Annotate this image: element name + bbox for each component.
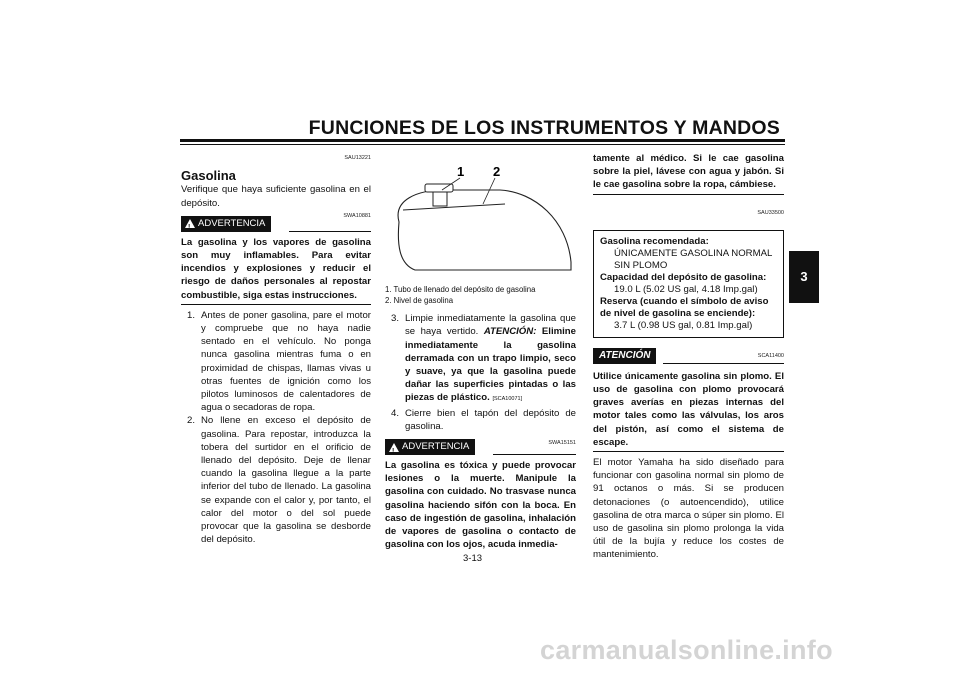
intro-text: Verifique que haya suficiente gasolina en el depósito. (181, 184, 371, 209)
section-code: SAU13221 (344, 155, 371, 161)
warning-badge-2 (385, 439, 475, 455)
warning-rule (289, 231, 371, 232)
list-item: 2. No llene en exceso el depósito de gasolina. Para repostar, introduzca la tobera del surtidor en el orificio de llenado del depósito. Deje de llenar cuando la gasolina llegue a la parte inferior del tubo de llenado. La gasolina se expande con el calor y, por tanto, el calor del motor o del sol puede provocar que la gasolina se desborde del depósito. (187, 415, 371, 546)
warning-end-rule-2 (593, 194, 784, 195)
atencion-text: Utilice únicamente gasolina sin plomo. El uso de gasolina con plomo provocará graves averías en piezas internas del motor tales como las válvulas, los aros del pistón, así como el sistema de escape. (593, 370, 784, 448)
steps-list (181, 309, 371, 547)
spec-code: SAU33500 (757, 209, 784, 216)
atencion-rule (663, 363, 784, 364)
list-item: 4. Cierre bien el tapón del depósito de gasolina. (391, 407, 576, 432)
spec-value: 3.7 L (0.98 US gal, 0.81 Imp.gal) (614, 319, 753, 331)
watermark: carmanualsonline.info (540, 635, 833, 665)
column-3 (593, 152, 784, 562)
fuel-tank-illustration (385, 152, 576, 280)
callout-1: 1 (457, 164, 465, 179)
warning-rule-2 (493, 454, 576, 455)
header-rule-thick (180, 139, 785, 142)
spec-value: ÚNICAMENTE GASOLINA NORMAL SIN PLOMO (614, 247, 772, 271)
atencion-header (593, 348, 784, 366)
warning-code-2: SWA15151 (548, 440, 576, 447)
atencion-end-rule (593, 451, 784, 452)
page-number: 3-13 (463, 553, 483, 564)
callout-2: 2 (493, 164, 501, 179)
warning-continued-text: tamente al médico. Si le cae gasolina sobre la piel, lávese con agua y jabón. Si le cae gasolina sobre la ropa, cámbiese. (593, 153, 784, 191)
warning-header-2 (385, 439, 576, 457)
spec-label: Reserva (cuando el símbolo de aviso de nivel de gasolina se enciende): (600, 295, 769, 319)
header-rule-thin (180, 144, 785, 145)
warning-header (181, 212, 371, 234)
body-text: El motor Yamaha ha sido diseñado para funcionar con gasolina normal sin plomo de 91 octanos o más. Si se producen detonaciones (o autoencendido), utilice gasolina de otra marca o súper sin plomo. El uso de gasolina sin plomo prolonga la vida útil de la bujía y reduce los costes de mantenimiento. (593, 457, 784, 561)
list-item: 1. Antes de poner gasolina, pare el motor y compruebe que no haya nadie sentado en el vehículo. No ponga nunca gasolina mientras fuma o en proximidad de chispas, llamas vivas u otras fuentes de ignición como los pilotos luminosos de calentadores de agua o secadoras de ropa. (187, 309, 371, 414)
spec-value: 19.0 L (5.02 US gal, 4.18 Imp.gal) (614, 283, 758, 295)
atencion-badge: ATENCIÓN (593, 348, 656, 364)
spec-label: Capacidad del depósito de gasolina: (600, 271, 767, 283)
figure-caption-1: 1. Tubo de llenado del depósito de gasolina (385, 285, 536, 295)
warning-label-2: ADVERTENCIA (402, 441, 470, 453)
warning-badge (181, 216, 271, 232)
warning-text: La gasolina y los vapores de gasolina son muy inflamables. Para evitar incendios y explosiones y reducir el riesgo de daños personales al repostar combustible, siga estas instrucciones. (181, 236, 371, 301)
steps-list-cont (385, 312, 576, 433)
chapter-tab: 3 (789, 251, 819, 303)
atencion-code: SCA11400 (757, 352, 784, 359)
list-item: 3. Limpie inmediatamente la gasolina que se haya vertido. ATENCIÓN: Elimine inmediatamente la gasolina derramada con un trapo limpio, seco y suave, ya que la gasolina puede dañar las superficies pintadas o las piezas de plástico. [SCA10071] (391, 313, 576, 404)
page-header-title: FUNCIONES DE LOS INSTRUMENTOS Y MANDOS (308, 117, 780, 139)
warning-code: SWA10881 (343, 212, 371, 219)
spec-box (593, 230, 784, 338)
warning-end-rule (181, 304, 371, 305)
warning-triangle-icon: ! (185, 219, 195, 228)
column-1 (181, 152, 371, 546)
spec-label: Gasolina recomendada: (600, 235, 709, 247)
column-2 (385, 152, 576, 551)
warning-text-2: La gasolina es tóxica y puede provocar lesiones o la muerte. Manipule la gasolina con cuidado. No trasvase nunca gasolina haciendo sifón con la boca. En caso de ingestión de gasolina, inhalación de vapores de gasolina o contacto de gasolina con los ojos, acuda inmedia- (385, 460, 576, 551)
warning-triangle-icon: ! (389, 443, 399, 452)
figure-caption-2: 2. Nivel de gasolina (385, 296, 454, 306)
section-heading: Gasolina (181, 168, 236, 184)
warning-label: ADVERTENCIA (198, 217, 266, 229)
